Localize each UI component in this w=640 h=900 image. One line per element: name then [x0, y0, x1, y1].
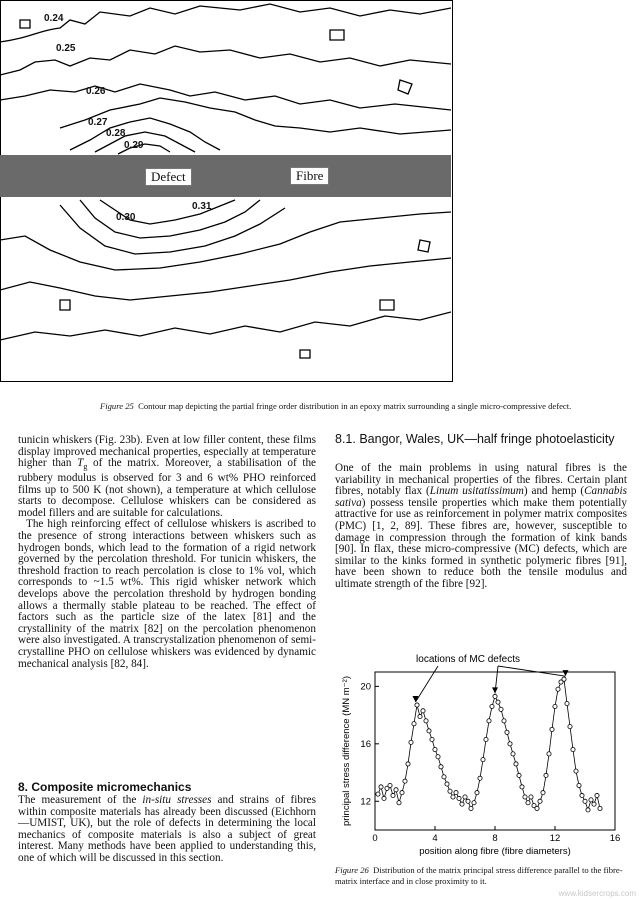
data-point: [439, 765, 443, 769]
data-point: [577, 783, 581, 787]
paragraph-tunicin-a: tunicin whiskers (Fig. 23b). Even at low filler content, these films display improved mechanical properties, especially at temperature higher than: [18, 434, 316, 470]
figure-26-chart: [333, 650, 623, 860]
data-point: [556, 687, 560, 691]
data-point: [394, 788, 398, 792]
chart-x-axis-label: position along fibre (fibre diameters): [419, 846, 571, 857]
annotation-arrowhead: [492, 687, 498, 693]
tg-subscript: g: [83, 462, 88, 472]
data-point: [565, 702, 569, 706]
paragraph-natural-fibres: [335, 463, 627, 591]
contour-label-0.24: 0.24: [44, 13, 64, 24]
contour-label-0.27: 0.27: [88, 117, 108, 128]
section-heading-bangor: 8.1. Bangor, Wales, UK—half fringe photoelasticity: [335, 432, 615, 446]
x-tick-label: 4: [432, 833, 438, 844]
contour-label-0.25: 0.25: [56, 43, 76, 54]
paragraph-micromechanics-b: and strains of fibres within composite materials has already been discussed (Eichhorn—UMIST, UK), but the role of defects in determining the local mechanics of composite materials is also a subject of great interest. Many methods have been applied to understanding this, one of which will be discussed in this section.: [18, 794, 316, 864]
data-point: [520, 785, 524, 789]
paragraph-micromechanics-a: The measurement of the: [18, 794, 143, 806]
y-tick-label: 16: [360, 738, 371, 750]
flax-latin-name: Linum usitatissimum: [429, 485, 524, 498]
data-point: [445, 782, 449, 786]
data-point: [523, 795, 527, 799]
data-point: [457, 796, 461, 800]
defect-label: Defect: [145, 168, 192, 186]
data-point: [382, 796, 386, 800]
data-point: [538, 799, 542, 803]
y-tick-label: 20: [360, 681, 371, 693]
data-point: [403, 779, 407, 783]
data-point: [466, 799, 470, 803]
paragraph-natural-fibres-b: ) and hemp (: [523, 485, 585, 498]
data-point: [433, 747, 437, 751]
data-point: [490, 704, 494, 708]
contour-label-0.26: 0.26: [86, 86, 106, 97]
data-point: [568, 724, 572, 728]
figure-25-caption: [100, 401, 620, 412]
data-point: [586, 808, 590, 812]
data-point: [442, 775, 446, 779]
data-point: [484, 737, 488, 741]
figure-25-caption-label: Figure 25: [100, 401, 134, 411]
data-point: [475, 791, 479, 795]
contour-label-0.28: 0.28: [106, 128, 126, 139]
annotation-arrow: [498, 666, 566, 676]
data-point: [547, 752, 551, 756]
data-point: [598, 806, 602, 810]
data-point: [589, 798, 593, 802]
data-point: [451, 795, 455, 799]
contour-label-0.30: 0.30: [116, 212, 136, 223]
watermark: www.kidsercrops.com: [558, 889, 636, 898]
y-tick-label: 12: [360, 796, 371, 808]
data-point: [463, 795, 467, 799]
left-column-section8-text: [18, 795, 316, 865]
figure-25-caption-text: Contour map depicting the partial fringe order distribution in an epoxy matrix surrounding a single micro-compressive defect.: [138, 401, 572, 411]
data-point: [427, 729, 431, 733]
in-situ-stresses-italic: in-situ stresses: [142, 794, 212, 806]
data-point: [460, 802, 464, 806]
tg-symbol: T: [77, 457, 84, 470]
data-point: [571, 747, 575, 751]
data-point: [430, 737, 434, 741]
paragraph-natural-fibres-a: One of the main problems in using natural fibres is the variability in mechanical properties of the fibres. Certain plant fibres, notably flax (: [335, 462, 627, 498]
annotation-arrowhead: [563, 670, 569, 676]
annotation-arrow: [416, 666, 439, 702]
chart-annotation-arrows: [413, 666, 569, 702]
data-point: [535, 806, 539, 810]
data-point: [391, 793, 395, 797]
data-point: [496, 700, 500, 704]
data-point: [412, 722, 416, 726]
data-point: [487, 719, 491, 723]
paragraph-tunicin-b: of the matrix. Moreover, a stabilisation of the rubbery modulus is observed for 3 and 6 wt% PHO reinforced films up to 500 K (not shown), a temperature at which cellulose starts to decompose. Cellulose whiskers can be considered as model fillers and are suitable for calculations.: [18, 457, 317, 519]
data-point: [541, 791, 545, 795]
data-point: [550, 727, 554, 731]
x-tick-label: 12: [549, 833, 561, 844]
x-tick-label: 0: [372, 833, 378, 844]
data-point: [415, 703, 419, 707]
data-point: [493, 694, 497, 698]
data-point: [454, 791, 458, 795]
data-point: [472, 801, 476, 805]
x-tick-label: 16: [609, 833, 621, 844]
data-point: [424, 719, 428, 723]
paragraph-natural-fibres-c: ) possess tensile properties which make them potentially attractive for use as reinforcement in polymer matrix composites (PMC) [1, 2, 89]. These fibres are, however, susceptible to damage in compression through the formation of kink bands [90]. In flax, these micro-compressive (MC) defects, which are similar to the kinks formed in synthetic polymeric fibres [91], have been shown to reduce both the tensile modulus and ultimate strength of the fibre [92].: [335, 496, 627, 590]
data-point: [595, 793, 599, 797]
right-column-text: [335, 463, 627, 591]
data-point: [409, 740, 413, 744]
data-point: [511, 752, 515, 756]
data-point: [514, 762, 518, 766]
data-point: [505, 730, 509, 734]
figure-26-caption-text: Distribution of the matrix principal stress difference parallel to the fibre-matrix interface and in close proximity to it.: [335, 865, 623, 886]
fibre-label: Fibre: [290, 167, 329, 185]
data-point: [499, 707, 503, 711]
data-point: [379, 785, 383, 789]
paragraph-tunicin: [18, 435, 316, 519]
data-point: [436, 755, 440, 759]
data-point: [529, 795, 533, 799]
data-point: [397, 801, 401, 805]
contour-label-0.29: 0.29: [124, 140, 144, 151]
chart-svg: [333, 650, 623, 860]
section-heading-composite-micromechanics: 8. Composite micromechanics: [18, 780, 192, 794]
data-point: [526, 801, 530, 805]
contour-label-0.31: 0.31: [192, 201, 212, 212]
data-point: [481, 758, 485, 762]
figure-26-caption-label: Figure 26: [335, 865, 369, 875]
data-point: [400, 791, 404, 795]
paragraph-reinforcing: The high reinforcing effect of cellulose whiskers is ascribed to the presence of strong interactions between whiskers such as hydrogen bonds, which lead to the formation of a rigid network governed by the percolation threshold. For tunicin whiskers, the threshold fraction to reach percolation is close to 1% vol, which corresponds to ~1.5 wt%. This rigid whisker network which develops above the percolation threshold by hydrogen bonding allows a thermally stable plateau to be reached. The effect of factors such as the particle size of the latex [81] and the crystallinity of the matrix [82] on the percolation phenomenon were also investigated. A transcrystalization phenomenon of semi-crystalline PHO on cellulose whiskers was evidenced by dynamic mechanical analysis [82, 84].: [18, 518, 316, 670]
figure-26-caption: [335, 865, 627, 887]
hemp-latin-name: Cannabis sativa: [335, 485, 627, 509]
data-point: [562, 677, 566, 681]
data-point: [478, 776, 482, 780]
data-point: [517, 773, 521, 777]
data-point: [418, 714, 422, 718]
data-point: [448, 789, 452, 793]
x-tick-label: 8: [492, 833, 498, 844]
left-column-text: [18, 435, 316, 670]
paragraph-micromechanics: [18, 795, 316, 865]
data-point: [502, 719, 506, 723]
data-point: [583, 799, 587, 803]
data-point: [580, 793, 584, 797]
data-point: [406, 762, 410, 766]
data-point: [469, 806, 473, 810]
data-point: [574, 769, 578, 773]
fibre-band: [0, 155, 451, 197]
data-point: [592, 802, 596, 806]
data-point: [421, 709, 425, 713]
chart-axes: [360, 672, 620, 844]
data-point: [553, 704, 557, 708]
chart-annotation: locations of MC defects: [416, 654, 520, 665]
chart-series: [376, 677, 602, 812]
data-point: [508, 742, 512, 746]
data-point: [388, 783, 392, 787]
figure-25-contour-map: [0, 0, 453, 382]
data-point: [544, 773, 548, 777]
data-point: [376, 792, 380, 796]
chart-y-axis-label: principal stress difference (MN m⁻²): [341, 675, 352, 827]
